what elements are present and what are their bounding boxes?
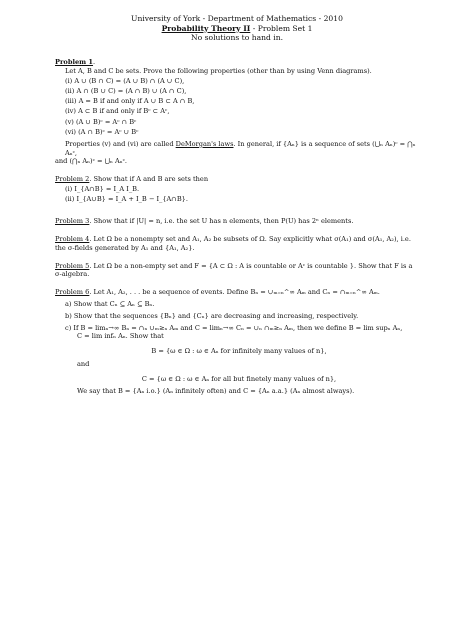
demorgan-link: DeMorgan's laws xyxy=(175,139,234,148)
problem-1: Problem 1. Let A, B and C be sets. Prove the following properties (other than by using Venn diagrams). (i) A ∪ (B ∩ C) = (A ∪ B) ∩ (A ∪ C), (ii) A ∩ (B ∪ C) = (A ∩ B) ∪ (A ∩ C), (iii) A = B if and only if A ∪ B ⊂ A ∩ B, (iv) A ⊂ B if and only if Bᶜ ⊂ Aᶜ, (v) (A ∪ B)ᶜ = Aᶜ ∩ Bᶜ (vi) (A ∩ B)ᶜ = Aᶜ ∪ Bᶜ Properties (v) and (vi) are called DeMorgan's laws. In general, if {Aₙ} is a sequence of sets (⋃ₙ Aₙ)ᶜ = ⋂ₙ Aₙᶜ, and (⋂ₙ Aₙ)ᶜ = ⋃ₙ Aₙᶜ. xyxy=(55,58,423,166)
problem-5-line1: . Let Ω be a non-empty set and F = {A ⊂ Ω : A is countable or Aᶜ is countable }. Show that F is a xyxy=(89,261,413,270)
problem-2-item: (i) I_{A∩B} = I_A I_B. xyxy=(65,185,140,194)
problem-1-item: (iii) A = B if and only if A ∪ B ⊂ A ∩ B, xyxy=(65,97,195,106)
problem-5 xyxy=(55,262,423,280)
title-line xyxy=(0,24,474,34)
problem-3 xyxy=(55,217,423,226)
problem-1-item: (i) A ∪ (B ∩ C) = (A ∪ B) ∩ (A ∪ C), xyxy=(65,76,185,85)
problem-2-text: . Show that if A and B are sets then xyxy=(89,175,209,184)
demorgan-note-post: . In general, if {Aₙ} is a sequence of sets (⋃ₙ Aₙ)ᶜ = ⋂ₙ Aₙᶜ, xyxy=(65,139,416,157)
problem-5-line2: σ-algebra. xyxy=(55,270,90,279)
equation-liminf: C = {ω ∈ Ω : ω ∈ Aₙ for all but finetely many values of n}, xyxy=(141,374,337,383)
problem-1-item: (iv) A ⊂ B if and only if Bᶜ ⊂ Aᶜ, xyxy=(65,107,170,116)
problem-4-line1: . Let Ω be a nonempty set and A₁, A₂ be subsets of Ω. Say explicitly what σ(A₁) and σ(A₁, A₂), i.e. xyxy=(89,234,411,243)
set-label: - Problem Set 1 xyxy=(250,23,313,33)
problem-3-text: . Show that if |U| = n, i.e. the set U has n elements, then P(U) has 2ⁿ elements. xyxy=(89,217,354,226)
problem-4 xyxy=(55,235,423,253)
problem-2-item: (ii) I_{A∪B} = I_A + I_B − I_{A∩B}. xyxy=(65,195,188,204)
demorgan-note-pre: Properties (v) and (vi) are called xyxy=(65,139,176,148)
document-header xyxy=(0,14,474,43)
problem-6-part-c-line2: C = lim infₙ Aₙ. Show that xyxy=(77,332,164,341)
problem-6-part-a: a) Show that Cₙ ⊆ Aₙ ⊆ Bₙ. xyxy=(65,299,155,308)
problem-4-line2: the σ-fields generated by A₁ and {A₁, A₂}. xyxy=(55,243,195,252)
problem-1-item: (vi) (A ∩ B)ᶜ = Aᶜ ∪ Bᶜ xyxy=(65,128,139,137)
problem-6-part-c: c) If B = limₙ→∞ Bₙ = ∩ₙ ∪ₘ≥ₙ Aₘ and C = limₙ→∞ Cₙ = ∪ₙ ∩ₘ≥ₙ Aₘ, then we define B = lim supₙ Aₙ, xyxy=(65,323,403,332)
problem-3-title: Problem 3 xyxy=(55,217,90,226)
problem-6-title: Problem 6 xyxy=(55,288,90,297)
problem-6 xyxy=(55,288,423,395)
submission-note: No solutions to hand in. xyxy=(190,33,284,43)
problems-body xyxy=(55,58,423,404)
problem-6-part-b: b) Show that the sequences {Bₙ} and {Cₙ} are decreasing and increasing, respectively. xyxy=(65,311,359,320)
institution-line: University of York - Department of Mathematics - 2010 xyxy=(131,14,343,23)
problem-2-title: Problem 2 xyxy=(55,175,90,184)
problem-1-title: Problem 1 xyxy=(55,58,94,66)
demorgan-note xyxy=(55,140,423,158)
problem-6-conclusion: We say that B = {Aₙ i.o.} (Aₙ infinitely often) and C = {Aₙ a.a.} (Aₙ almost always). xyxy=(77,386,355,395)
problem-2 xyxy=(55,175,423,204)
problem-5-title: Problem 5 xyxy=(55,261,90,270)
demorgan-note-line2: and (⋂ₙ Aₙ)ᶜ = ⋃ₙ Aₙᶜ. xyxy=(55,157,127,166)
problem-6-line1: . Let A₁, A₂, . . . be a sequence of events. Define Bₙ = ∪ₘ₌ₙ^∞ Aₘ and Cₙ = ∩ₘ₌ₙ^∞ Aₘ. xyxy=(89,288,380,297)
problem-4-title: Problem 4 xyxy=(55,234,90,243)
equation-limsup: B = {ω ∈ Ω : ω ∈ Aₙ for infinitely many values of n}, xyxy=(151,347,327,356)
problem-1-item: (v) (A ∪ B)ᶜ = Aᶜ ∩ Bᶜ xyxy=(65,117,137,126)
course-title: Probability Theory II xyxy=(161,23,251,33)
problem-1-intro: Let A, B and C be sets. Prove the following properties (other than by using Venn diagrams). xyxy=(65,66,372,75)
problem-1-item: (ii) A ∩ (B ∪ C) = (A ∩ B) ∪ (A ∩ C), xyxy=(65,86,187,95)
and-connector: and xyxy=(77,359,90,368)
